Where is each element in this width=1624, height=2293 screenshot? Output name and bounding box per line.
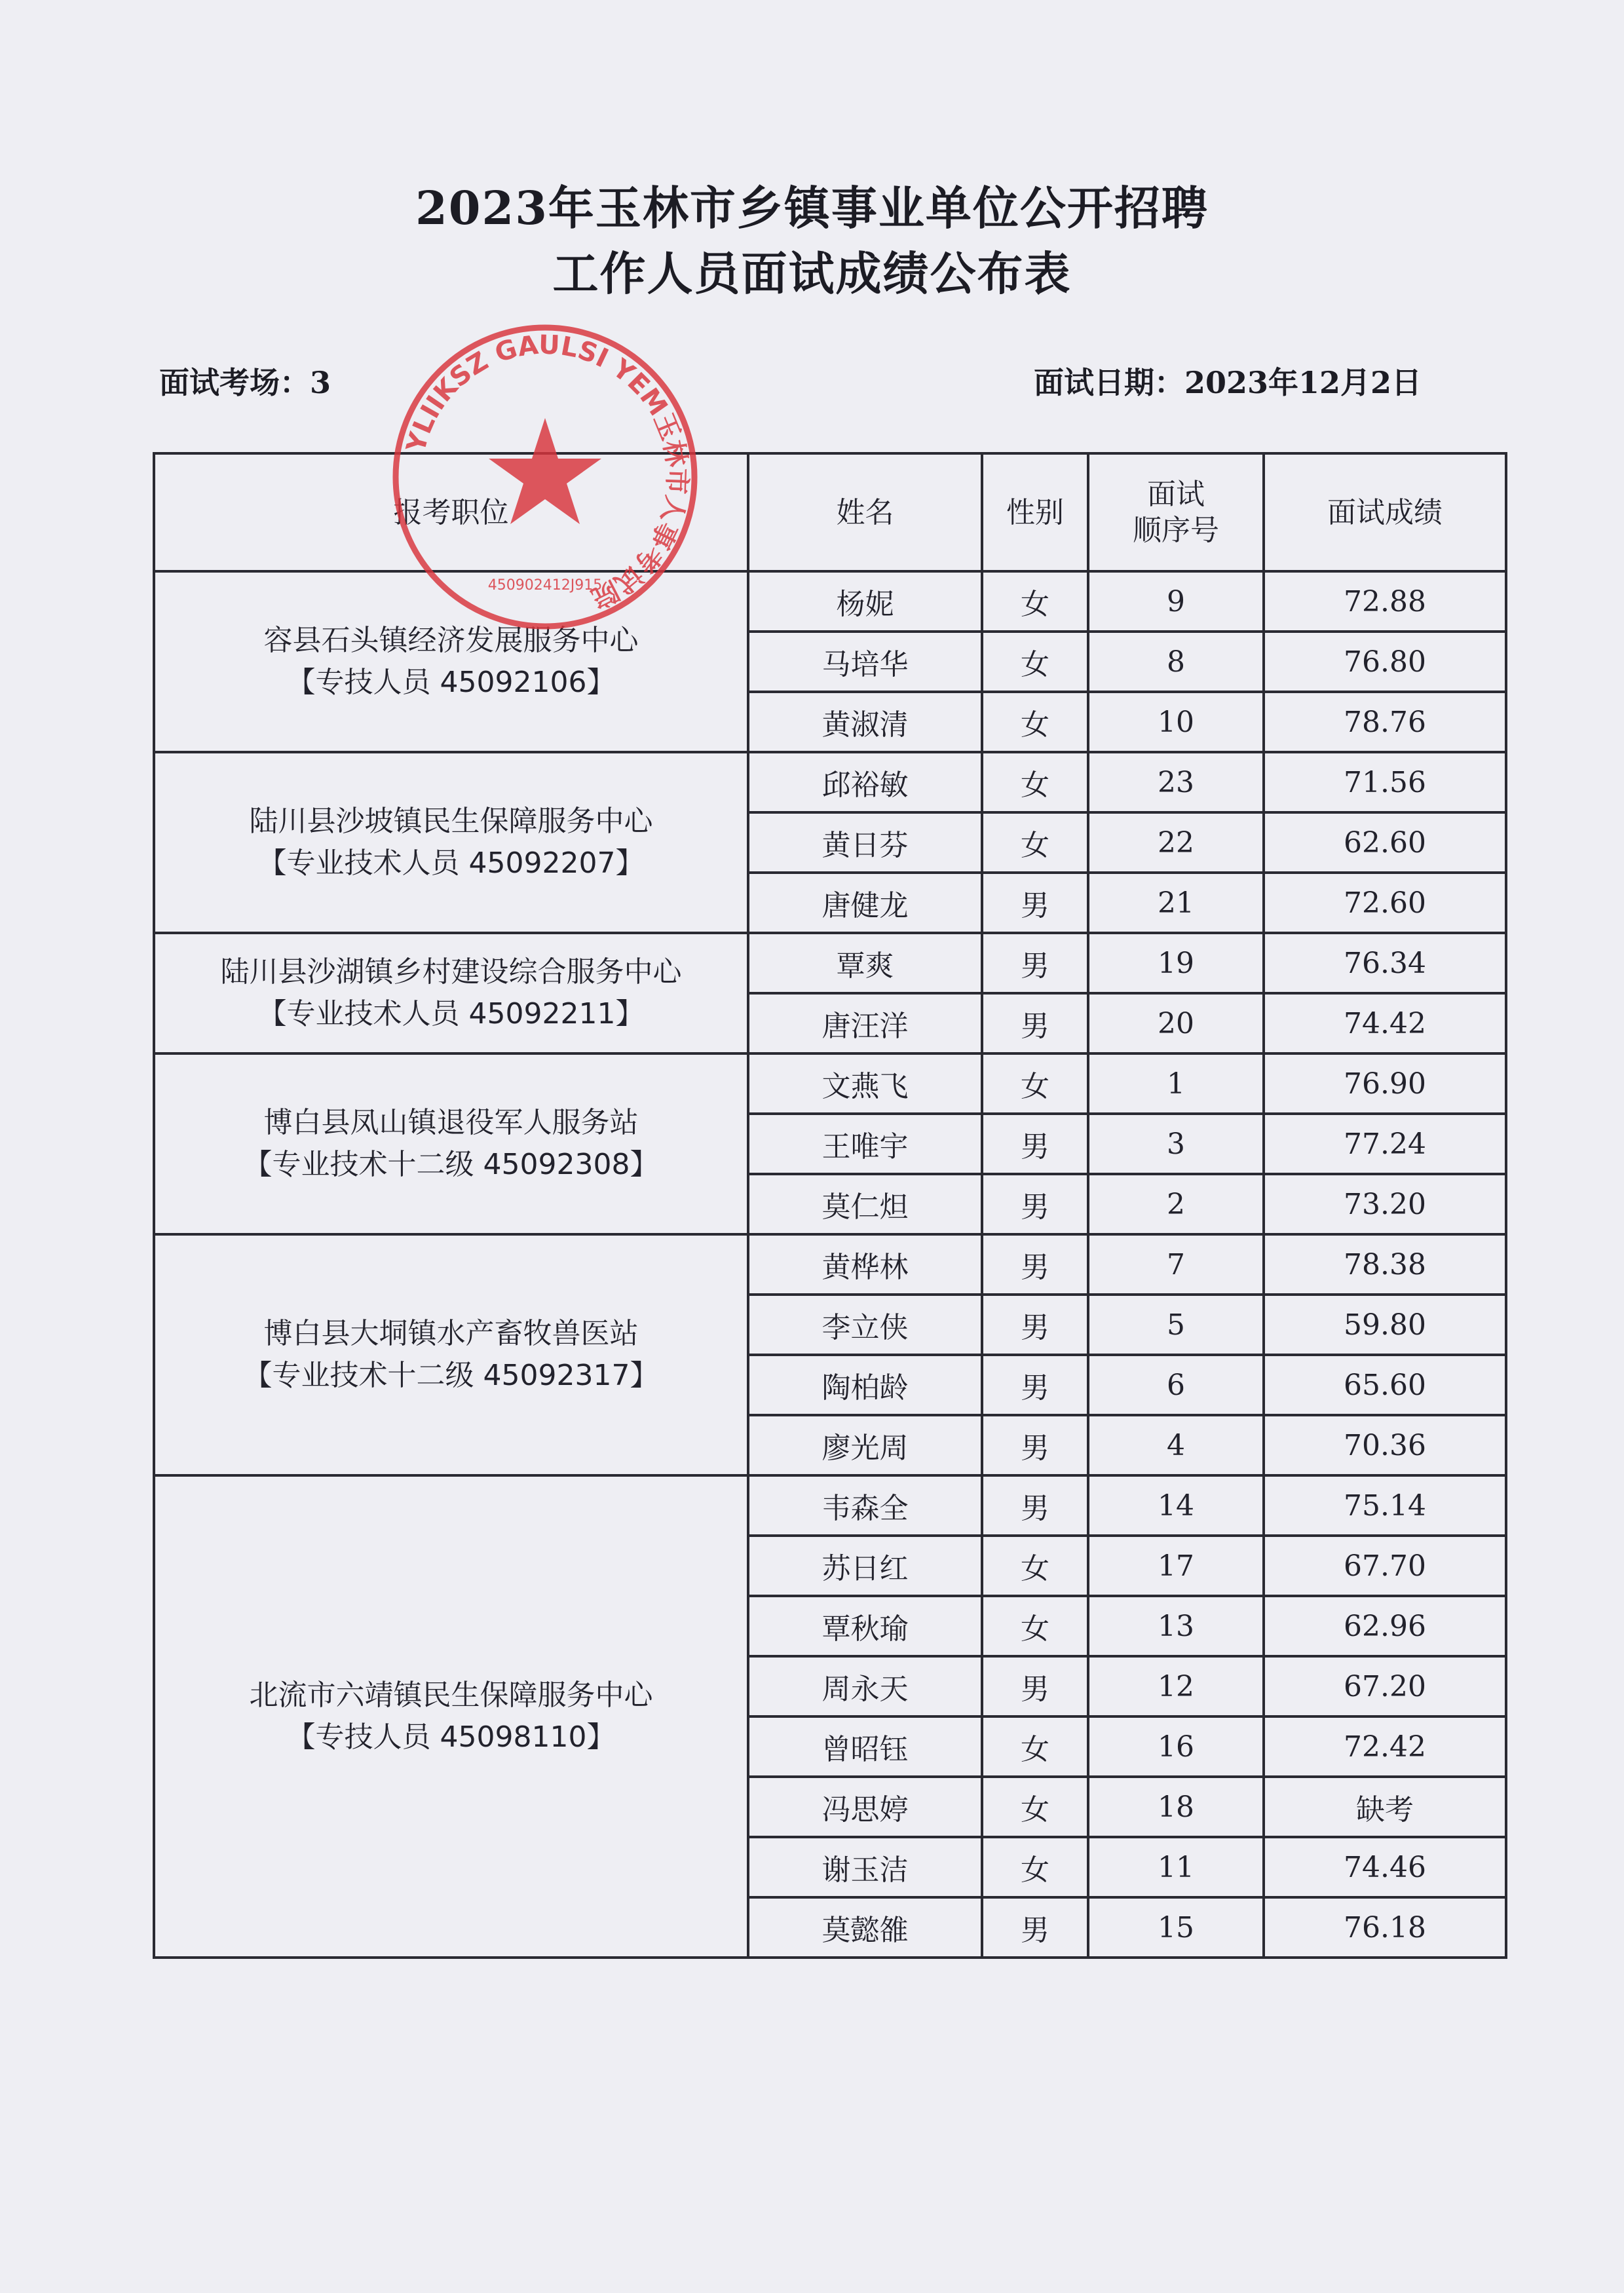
order-cell: 20 [1088, 993, 1264, 1053]
position-name: 陆川县沙坡镇民生保障服务中心 [249, 805, 653, 838]
score-cell: 76.18 [1264, 1897, 1506, 1958]
candidate-name-cell: 邱裕敏 [748, 752, 982, 812]
score-cell: 78.38 [1264, 1234, 1506, 1295]
candidate-name-cell: 王唯宇 [748, 1114, 982, 1174]
candidate-name-cell: 文燕飞 [748, 1053, 982, 1114]
col-header-score: 面试成绩 [1264, 453, 1506, 571]
order-cell: 17 [1088, 1536, 1264, 1596]
order-cell: 12 [1088, 1656, 1264, 1716]
position-cell [154, 933, 748, 1053]
position-code: 【专业技术十二级 45092308】 [243, 1148, 659, 1181]
candidate-name-cell: 莫仁炟 [748, 1174, 982, 1234]
col-header-order-line2: 顺序号 [1133, 514, 1219, 547]
score-cell: 72.88 [1264, 571, 1506, 632]
gender-cell: 女 [982, 1053, 1088, 1114]
table-header-row [154, 453, 1506, 571]
score-cell: 59.80 [1264, 1295, 1506, 1355]
score-cell: 76.90 [1264, 1053, 1506, 1114]
score-cell: 74.46 [1264, 1837, 1506, 1897]
order-cell: 14 [1088, 1475, 1264, 1536]
score-table [153, 452, 1507, 1959]
score-table-body [154, 571, 1506, 1958]
order-cell: 13 [1088, 1596, 1264, 1656]
candidate-name-cell: 覃秋瑜 [748, 1596, 982, 1656]
candidate-name-cell: 黄桦林 [748, 1234, 982, 1295]
gender-cell: 男 [982, 1897, 1088, 1958]
gender-cell: 男 [982, 993, 1088, 1053]
position-code: 【专技人员 45098110】 [286, 1720, 616, 1754]
interview-date: 面试日期：2023年12月2日 [1034, 365, 1422, 400]
candidate-name-cell: 冯思婷 [748, 1777, 982, 1837]
score-cell: 71.56 [1264, 752, 1506, 812]
candidate-name-cell: 陶柏龄 [748, 1355, 982, 1415]
table-row [154, 752, 1506, 812]
candidate-name-cell: 苏日红 [748, 1536, 982, 1596]
position-cell [154, 1234, 748, 1475]
score-cell: 67.70 [1264, 1536, 1506, 1596]
candidate-name-cell: 覃爽 [748, 933, 982, 993]
order-cell: 1 [1088, 1053, 1264, 1114]
candidate-name-cell: 韦森全 [748, 1475, 982, 1536]
gender-cell: 男 [982, 1475, 1088, 1536]
candidate-name-cell: 唐汪洋 [748, 993, 982, 1053]
gender-cell: 男 [982, 1415, 1088, 1475]
candidate-name-cell: 马培华 [748, 632, 982, 692]
order-cell: 8 [1088, 632, 1264, 692]
position-cell [154, 1475, 748, 1958]
seal-text: YLIIKSZ GAULSI YEM玉林市人事考试院 [401, 330, 692, 614]
score-cell: 缺考 [1264, 1777, 1506, 1837]
position-code: 【专业技术十二级 45092317】 [243, 1359, 659, 1392]
position-name: 北流市六靖镇民生保障服务中心 [249, 1678, 653, 1712]
score-cell: 74.42 [1264, 993, 1506, 1053]
candidate-name-cell: 廖光周 [748, 1415, 982, 1475]
candidate-name-cell: 谢玉洁 [748, 1837, 982, 1897]
order-cell: 15 [1088, 1897, 1264, 1958]
order-cell: 2 [1088, 1174, 1264, 1234]
col-header-position: 报考职位 [154, 453, 748, 571]
position-code: 【专业技术人员 45092207】 [257, 846, 645, 880]
score-cell: 67.20 [1264, 1656, 1506, 1716]
document-subtitle: 工作人员面试成绩公布表 [552, 246, 1072, 301]
candidate-name-cell: 黄淑清 [748, 692, 982, 752]
gender-cell: 女 [982, 752, 1088, 812]
col-header-name: 姓名 [748, 453, 982, 571]
gender-cell: 男 [982, 873, 1088, 933]
col-header-order [1088, 453, 1264, 571]
position-code: 【专业技术人员 45092211】 [257, 997, 645, 1031]
gender-cell: 女 [982, 1716, 1088, 1777]
position-code: 【专技人员 45092106】 [286, 666, 616, 699]
score-cell: 76.34 [1264, 933, 1506, 993]
score-cell: 78.76 [1264, 692, 1506, 752]
position-cell [154, 752, 748, 933]
score-cell: 72.60 [1264, 873, 1506, 933]
gender-cell: 女 [982, 812, 1088, 873]
order-cell: 7 [1088, 1234, 1264, 1295]
col-header-order-line1: 面试 [1147, 478, 1205, 511]
score-cell: 75.14 [1264, 1475, 1506, 1536]
gender-cell: 男 [982, 1174, 1088, 1234]
score-cell: 65.60 [1264, 1355, 1506, 1415]
gender-cell: 男 [982, 1355, 1088, 1415]
table-row [154, 1475, 1506, 1536]
candidate-name-cell: 杨妮 [748, 571, 982, 632]
score-cell: 70.36 [1264, 1415, 1506, 1475]
position-name: 容县石头镇经济发展服务中心 [263, 624, 639, 657]
position-name: 陆川县沙湖镇乡村建设综合服务中心 [220, 955, 682, 989]
table-row [154, 571, 1506, 632]
gender-cell: 女 [982, 1777, 1088, 1837]
gender-cell: 男 [982, 933, 1088, 993]
order-cell: 4 [1088, 1415, 1264, 1475]
document-title: 2023年玉林市乡镇事业单位公开招聘 [415, 181, 1209, 235]
order-cell: 6 [1088, 1355, 1264, 1415]
candidate-name-cell: 曾昭钰 [748, 1716, 982, 1777]
gender-cell: 女 [982, 1536, 1088, 1596]
gender-cell: 女 [982, 1837, 1088, 1897]
candidate-name-cell: 黄日芬 [748, 812, 982, 873]
position-name: 博白县大垌镇水产畜牧兽医站 [263, 1317, 639, 1350]
order-cell: 3 [1088, 1114, 1264, 1174]
seal-number: 450902412J915 [487, 577, 603, 594]
candidate-name-cell: 李立侠 [748, 1295, 982, 1355]
score-cell: 73.20 [1264, 1174, 1506, 1234]
score-cell: 62.60 [1264, 812, 1506, 873]
score-cell: 62.96 [1264, 1596, 1506, 1656]
position-name: 博白县凤山镇退役军人服务站 [263, 1106, 639, 1139]
col-header-gender: 性别 [982, 453, 1088, 571]
order-cell: 19 [1088, 933, 1264, 993]
gender-cell: 男 [982, 1234, 1088, 1295]
order-cell: 22 [1088, 812, 1264, 873]
gender-cell: 男 [982, 1656, 1088, 1716]
score-cell: 77.24 [1264, 1114, 1506, 1174]
position-cell [154, 1053, 748, 1234]
candidate-name-cell: 唐健龙 [748, 873, 982, 933]
order-cell: 11 [1088, 1837, 1264, 1897]
order-cell: 18 [1088, 1777, 1264, 1837]
gender-cell: 女 [982, 632, 1088, 692]
interview-venue: 面试考场：3 [159, 365, 331, 400]
gender-cell: 女 [982, 1596, 1088, 1656]
order-cell: 16 [1088, 1716, 1264, 1777]
score-cell: 72.42 [1264, 1716, 1506, 1777]
table-row [154, 1053, 1506, 1114]
order-cell: 5 [1088, 1295, 1264, 1355]
candidate-name-cell: 莫懿雒 [748, 1897, 982, 1958]
official-seal [388, 320, 702, 634]
gender-cell: 女 [982, 571, 1088, 632]
order-cell: 21 [1088, 873, 1264, 933]
star-icon [489, 418, 601, 524]
table-row [154, 1234, 1506, 1295]
gender-cell: 女 [982, 692, 1088, 752]
order-cell: 23 [1088, 752, 1264, 812]
candidate-name-cell: 周永天 [748, 1656, 982, 1716]
table-row [154, 933, 1506, 993]
order-cell: 9 [1088, 571, 1264, 632]
gender-cell: 男 [982, 1295, 1088, 1355]
order-cell: 10 [1088, 692, 1264, 752]
gender-cell: 男 [982, 1114, 1088, 1174]
score-cell: 76.80 [1264, 632, 1506, 692]
